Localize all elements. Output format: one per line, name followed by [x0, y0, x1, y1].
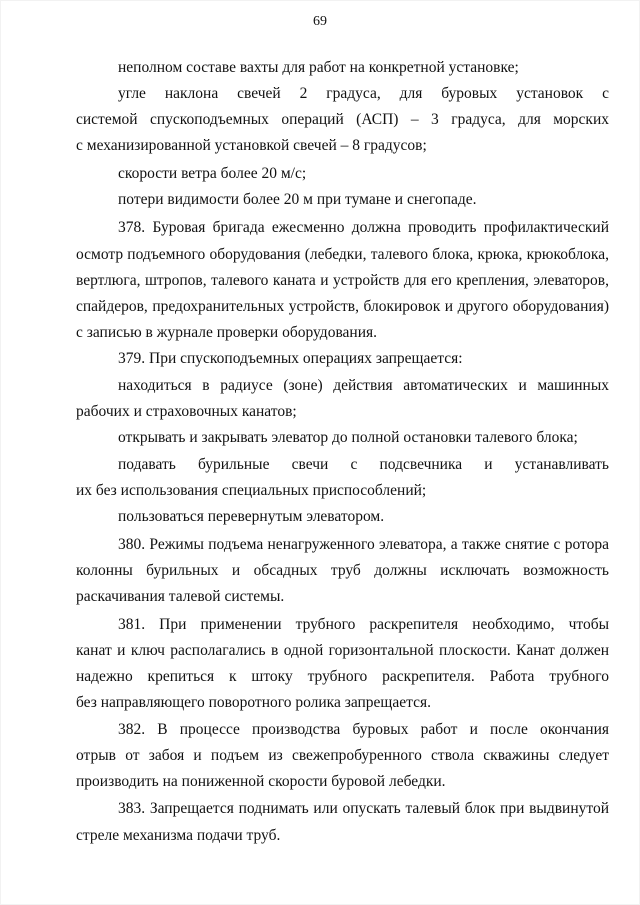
text-line: спайдеров, предохранительных устройств, блокировок и другого оборудования)	[76, 298, 609, 315]
text-line: 382. В процессе производства буровых работ и после окончания	[118, 721, 609, 738]
text-line: стреле механизма подачи труб.	[76, 827, 281, 844]
text-line: угле наклона свечей 2 градуса, для буровых установок с	[118, 85, 609, 102]
text-line: 381. При применении трубного раскрепителя необходимо, чтобы	[118, 616, 609, 633]
text-line: надежно крепиться к штоку трубного раскрепителя. Работа трубного	[76, 668, 609, 685]
text-line: 380. Режимы подъема ненагруженного элеватора, а также снятие с ротора	[118, 536, 609, 553]
text-line: системой спускоподъемных операций (АСП) – 3 градуса, для морских	[76, 111, 609, 128]
text-line: осмотр подъемного оборудования (лебедки, талевого блока, крюка, крюкоблока,	[76, 246, 609, 263]
text-line: колонны бурильных и обсадных труб должны исключать возможность	[76, 562, 609, 579]
text-line: пользоваться перевернутым элеватором.	[118, 508, 385, 525]
text-line: производить на пониженной скорости буровой лебедки.	[76, 773, 446, 790]
text-line: скорости ветра более 20 м/с;	[118, 165, 307, 182]
text-line: 383. Запрещается поднимать или опускать талевый блок при выдвинутой	[118, 800, 609, 817]
text-line: 378. Буровая бригада ежесменно должна проводить профилактический	[118, 219, 609, 236]
text-line: неполном составе вахты для работ на конкретной установке;	[118, 59, 519, 76]
text-line: потери видимости более 20 м при тумане и снегопаде.	[118, 191, 477, 208]
text-line: вертлюга, штропов, талевого каната и устройств для его крепления, элеваторов,	[76, 272, 609, 289]
text-line: с механизированной установкой свечей – 8 градусов;	[76, 137, 427, 154]
text-line: 379. При спускоподъемных операциях запрещается:	[118, 350, 463, 367]
text-line: канат и ключ располагались в одной горизонтальной плоскости. Канат должен	[76, 642, 609, 659]
text-line: открывать и закрывать элеватор до полной остановки талевого блока;	[118, 429, 578, 446]
text-line: их без использования специальных приспособлений;	[76, 482, 427, 499]
text-line: рабочих и страховочных канатов;	[76, 403, 297, 420]
text-line: без направляющего поворотного ролика запрещается.	[76, 694, 431, 711]
text-line: раскачивания талевой системы.	[76, 588, 285, 605]
text-line: находиться в радиусе (зоне) действия автоматических и машинных	[118, 377, 609, 394]
text-line: подавать бурильные свечи с подсвечника и устанавливать	[118, 456, 609, 473]
text-line: с записью в журнале проверки оборудования.	[76, 324, 378, 341]
text-line: отрыв от забоя и подъем из свежепробуренного ствола скважины следует	[76, 747, 609, 764]
page-number: 69	[313, 14, 327, 29]
